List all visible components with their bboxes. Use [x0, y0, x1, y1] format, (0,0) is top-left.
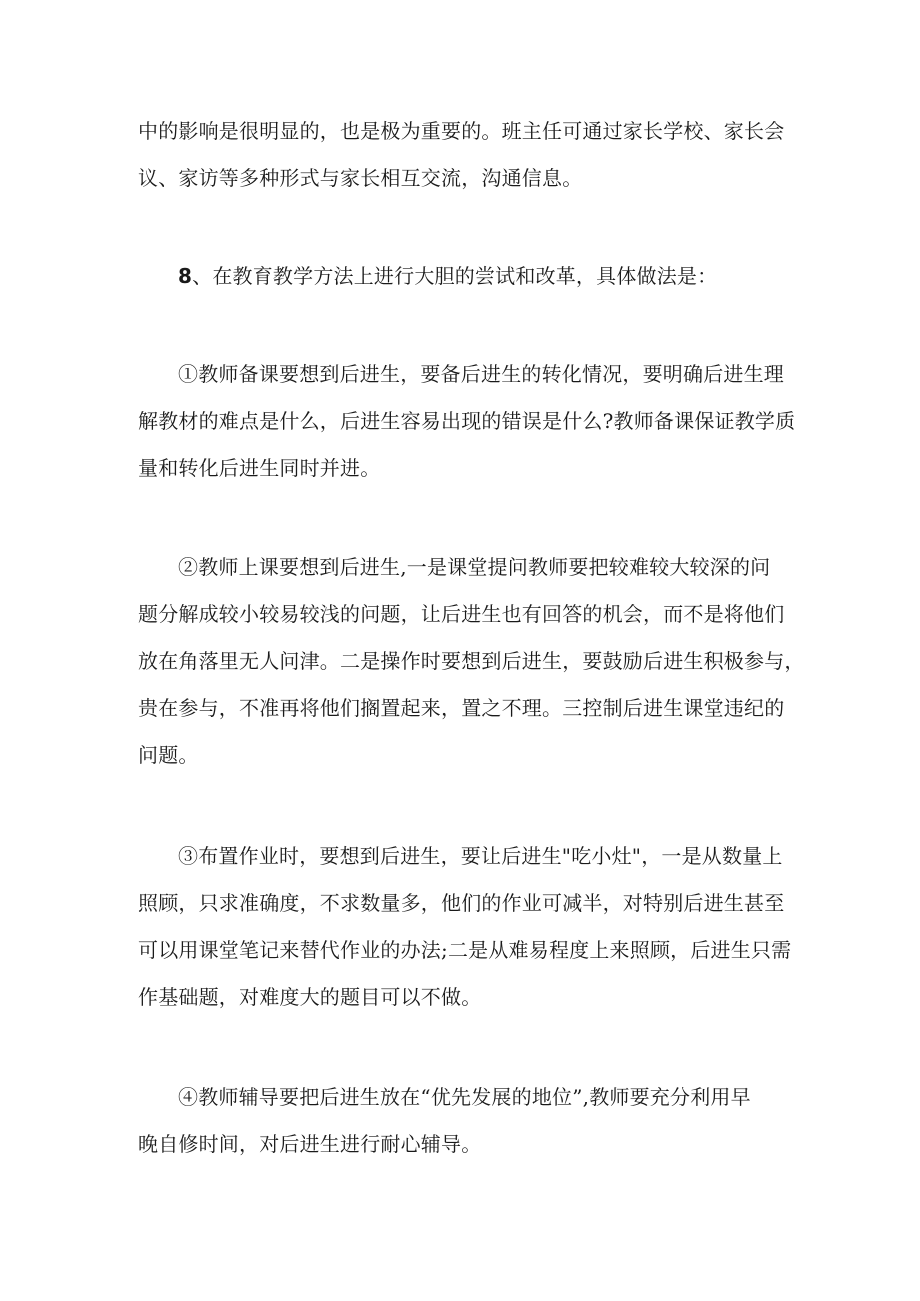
text-line: 放在角落里无人问津。二是操作时要想到后进生，要鼓励后进生积极参与， — [138, 649, 805, 673]
text-line: ①教师备课要想到后进生，要备后进生的转化情况，要明确后进生理 — [178, 362, 784, 386]
text-line: 照顾，只求准确度，不求数量多，他们的作业可减半，对特别后进生甚至 — [138, 891, 785, 915]
paragraph-homework — [138, 833, 792, 1021]
text-line: 解教材的难点是什么，后进生容易出现的错误是什么?教师备课保证教学质 — [138, 409, 796, 433]
text-line: ④教师辅导要把后进生放在“优先发展的地位”,教师要充分利用早 — [178, 1085, 751, 1109]
text-line: 贵在参与，不准再将他们搁置起来，置之不理。三控制后进生课堂违纪的 — [138, 696, 785, 720]
paragraph-item-8-heading — [138, 253, 788, 300]
text-line: ②教师上课要想到后进生,一是课堂提问教师要把较难较大较深的问 — [178, 555, 771, 579]
paragraph-parent-communication — [138, 108, 788, 202]
text-line: 题分解成较小较易较浅的问题，让后进生也有回答的机会，而不是将他们 — [138, 602, 785, 626]
text-line: 中的影响是很明显的，也是极为重要的。班主任可通过家长学校、家长会 — [138, 119, 785, 143]
text-line: ③布置作业时，要想到后进生，要让后进生"吃小灶"，一是从数量上 — [178, 844, 783, 868]
paragraph-tutoring — [138, 1074, 788, 1168]
text-line: 议、家访等多种形式与家长相互交流，沟通信息。 — [138, 166, 583, 190]
text-line: 可以用课堂笔记来替代作业的办法;二是从难易程度上来照顾，后进生只需 — [138, 938, 792, 962]
item-heading-text: 、在教育教学方法上进行大胆的尝试和改革，具体做法是： — [192, 264, 718, 288]
text-line: 量和转化后进生同时并进。 — [138, 456, 381, 480]
text-line — [138, 253, 788, 300]
paragraph-lesson-preparation — [138, 351, 796, 492]
text-line: 晚自修时间，对后进生进行耐心辅导。 — [138, 1132, 482, 1156]
text-line: 作基础题，对难度大的题目可以不做。 — [138, 985, 482, 1009]
text-line: 问题。 — [138, 743, 199, 767]
item-number: 8 — [178, 264, 193, 288]
paragraph-classroom-teaching — [138, 544, 805, 779]
